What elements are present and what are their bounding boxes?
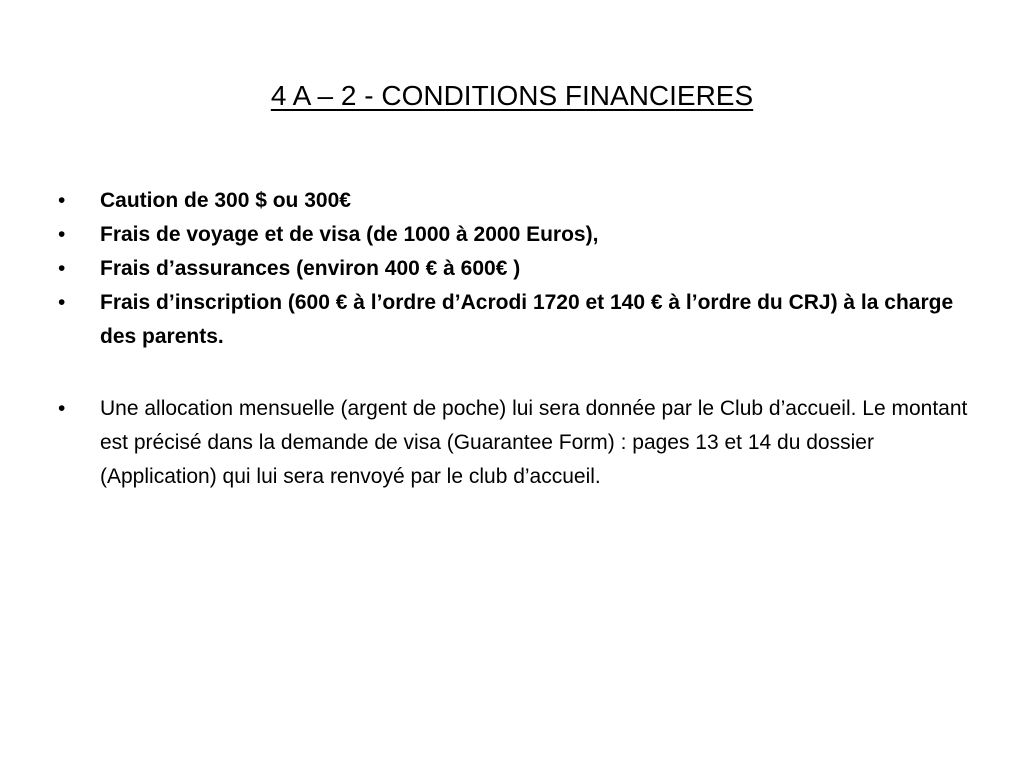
bullet-text: Frais d’assurances (environ 400 € à 600€ )	[100, 257, 521, 280]
bullet-item-voyage	[58, 218, 978, 252]
bullet-item-allocation	[58, 392, 978, 494]
bullet-text: Frais d’inscription (600 € à l’ordre d’Acrodi 1720 et 140 € à l’ordre du CRJ) à la charge des parents.	[100, 291, 954, 348]
bullet-list	[58, 184, 978, 494]
bullet-icon: •	[58, 189, 66, 212]
bullet-icon: •	[58, 223, 66, 246]
bullet-text: Frais de voyage et de visa (de 1000 à 2000 Euros),	[100, 223, 599, 246]
bullet-item-caution	[58, 184, 978, 218]
slide-title	[0, 78, 1024, 114]
bullet-icon: •	[58, 257, 66, 280]
bullet-icon: •	[58, 291, 66, 314]
bullet-icon: •	[58, 397, 66, 420]
bullet-text: Caution de 300 $ ou 300€	[100, 189, 351, 212]
bullet-item-inscription	[58, 286, 978, 354]
slide-title-text: 4 A – 2 - CONDITIONS FINANCIERES	[270, 80, 754, 111]
bullet-item-assurances	[58, 252, 978, 286]
bullet-text: Une allocation mensuelle (argent de poche) lui sera donnée par le Club d’accueil. Le montant est précisé dans la demande de visa (Guarantee Form) : pages 13 et 14 du dossier (Application) qui lui sera renvoyé par le club d’accueil.	[100, 397, 968, 488]
